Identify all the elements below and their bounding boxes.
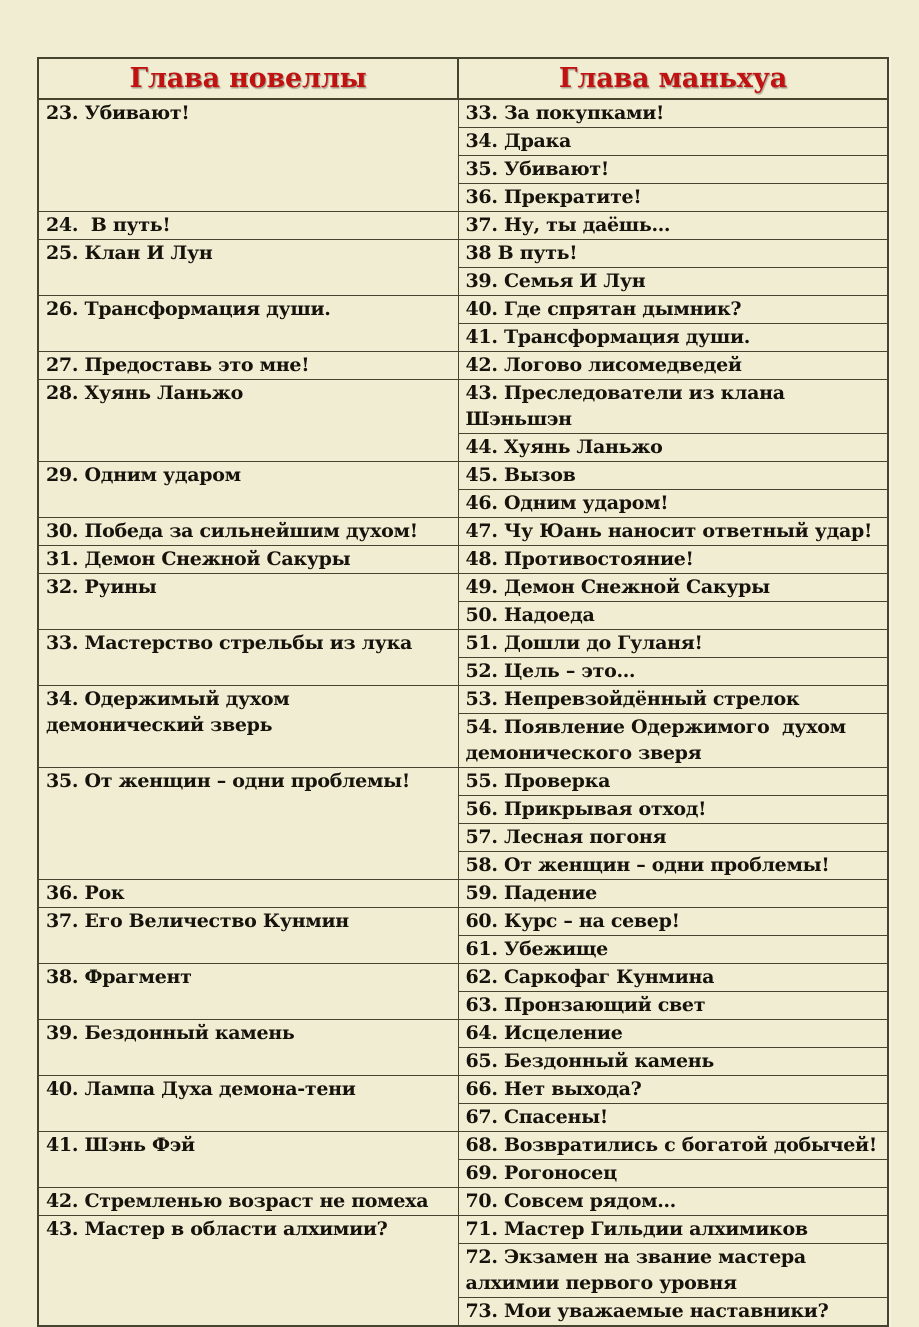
novel-chapter-cell: 29. Одним ударом bbox=[38, 462, 458, 518]
manhua-chapter-cell: 54. Появление Одержимого духом демонического зверя bbox=[458, 714, 888, 768]
novel-chapter-cell: 35. От женщин – одни проблемы! bbox=[38, 768, 458, 880]
manhua-chapter-cell: 62. Саркофаг Кунмина bbox=[458, 964, 888, 992]
manhua-chapter-cell: 73. Мои уважаемые наставники? bbox=[458, 1298, 888, 1327]
manhua-chapter-cell: 44. Хуянь Ланьжо bbox=[458, 434, 888, 462]
manhua-chapter-cell: 71. Мастер Гильдии алхимиков bbox=[458, 1216, 888, 1244]
manhua-chapter-cell: 72. Экзамен на звание мастера алхимии первого уровня bbox=[458, 1244, 888, 1298]
manhua-chapter-cell: 65. Бездонный камень bbox=[458, 1048, 888, 1076]
chapters-table bbox=[37, 57, 889, 1327]
manhua-chapter-cell: 52. Цель – это… bbox=[458, 658, 888, 686]
manhua-chapter-cell: 50. Надоеда bbox=[458, 602, 888, 630]
manhua-chapter-cell: 40. Где спрятан дымник? bbox=[458, 296, 888, 324]
table-row bbox=[38, 99, 888, 128]
table-row bbox=[38, 518, 888, 546]
manhua-chapter-cell: 51. Дошли до Гуланя! bbox=[458, 630, 888, 658]
manhua-chapter-cell: 48. Противостояние! bbox=[458, 546, 888, 574]
header-row bbox=[38, 58, 888, 99]
manhua-chapter-cell: 64. Исцеление bbox=[458, 1020, 888, 1048]
table-row bbox=[38, 1216, 888, 1244]
manhua-chapter-cell: 58. От женщин – одни проблемы! bbox=[458, 852, 888, 880]
table-row bbox=[38, 462, 888, 490]
novel-chapter-cell: 30. Победа за сильнейшим духом! bbox=[38, 518, 458, 546]
table-row bbox=[38, 1020, 888, 1048]
manhua-chapter-cell: 42. Логово лисомедведей bbox=[458, 352, 888, 380]
manhua-chapter-cell: 63. Пронзающий свет bbox=[458, 992, 888, 1020]
manhua-chapter-cell: 68. Возвратились с богатой добычей! bbox=[458, 1132, 888, 1160]
manhua-chapter-cell: 56. Прикрывая отход! bbox=[458, 796, 888, 824]
table-row bbox=[38, 964, 888, 992]
manhua-chapter-cell: 33. За покупками! bbox=[458, 99, 888, 128]
manhua-chapter-cell: 70. Совсем рядом… bbox=[458, 1188, 888, 1216]
table-row bbox=[38, 296, 888, 324]
novel-chapter-cell: 24. В путь! bbox=[38, 212, 458, 240]
novel-chapter-cell: 40. Лампа Духа демона-тени bbox=[38, 1076, 458, 1132]
novel-chapter-cell: 41. Шэнь Фэй bbox=[38, 1132, 458, 1188]
novel-chapter-cell: 34. Одержимый духом демонический зверь bbox=[38, 686, 458, 768]
novel-column-header: Глава новеллы bbox=[38, 58, 458, 99]
novel-chapter-cell: 33. Мастерство стрельбы из лука bbox=[38, 630, 458, 686]
table-row bbox=[38, 908, 888, 936]
novel-chapter-cell: 25. Клан И Лун bbox=[38, 240, 458, 296]
novel-chapter-cell: 32. Руины bbox=[38, 574, 458, 630]
manhua-chapter-cell: 59. Падение bbox=[458, 880, 888, 908]
manhua-chapter-cell: 36. Прекратите! bbox=[458, 184, 888, 212]
novel-chapter-cell: 31. Демон Снежной Сакуры bbox=[38, 546, 458, 574]
manhua-chapter-cell: 55. Проверка bbox=[458, 768, 888, 796]
manhua-chapter-cell: 39. Семья И Лун bbox=[458, 268, 888, 296]
manhua-chapter-cell: 69. Рогоносец bbox=[458, 1160, 888, 1188]
novel-chapter-cell: 38. Фрагмент bbox=[38, 964, 458, 1020]
manhua-chapter-cell: 67. Спасены! bbox=[458, 1104, 888, 1132]
table-row bbox=[38, 380, 888, 434]
manhua-chapter-cell: 66. Нет выхода? bbox=[458, 1076, 888, 1104]
manhua-chapter-cell: 38 В путь! bbox=[458, 240, 888, 268]
novel-chapter-cell: 36. Рок bbox=[38, 880, 458, 908]
table-row bbox=[38, 546, 888, 574]
table-row bbox=[38, 630, 888, 658]
manhua-chapter-cell: 35. Убивают! bbox=[458, 156, 888, 184]
manhua-chapter-cell: 37. Ну, ты даёшь… bbox=[458, 212, 888, 240]
manhua-chapter-cell: 41. Трансформация души. bbox=[458, 324, 888, 352]
novel-chapter-cell: 42. Стремленью возраст не помеха bbox=[38, 1188, 458, 1216]
chapters-table-body bbox=[38, 99, 888, 1326]
novel-chapter-cell: 26. Трансформация души. bbox=[38, 296, 458, 352]
manhua-column-header: Глава маньхуа bbox=[458, 58, 888, 99]
table-row bbox=[38, 880, 888, 908]
novel-chapter-cell: 37. Его Величество Кунмин bbox=[38, 908, 458, 964]
table-row bbox=[38, 1188, 888, 1216]
table-row bbox=[38, 574, 888, 602]
manhua-chapter-cell: 53. Непревзойдённый стрелок bbox=[458, 686, 888, 714]
novel-chapter-cell: 27. Предоставь это мне! bbox=[38, 352, 458, 380]
novel-chapter-cell: 28. Хуянь Ланьжо bbox=[38, 380, 458, 462]
manhua-chapter-cell: 57. Лесная погоня bbox=[458, 824, 888, 852]
table-row bbox=[38, 212, 888, 240]
table-row bbox=[38, 686, 888, 714]
table-row bbox=[38, 1132, 888, 1160]
novel-chapter-cell: 23. Убивают! bbox=[38, 99, 458, 212]
table-row bbox=[38, 768, 888, 796]
manhua-chapter-cell: 61. Убежище bbox=[458, 936, 888, 964]
table-row bbox=[38, 240, 888, 268]
manhua-chapter-cell: 45. Вызов bbox=[458, 462, 888, 490]
table-row bbox=[38, 352, 888, 380]
manhua-chapter-cell: 49. Демон Снежной Сакуры bbox=[458, 574, 888, 602]
manhua-chapter-cell: 60. Курс – на север! bbox=[458, 908, 888, 936]
table-row bbox=[38, 1076, 888, 1104]
novel-chapter-cell: 43. Мастер в области алхимии? bbox=[38, 1216, 458, 1327]
manhua-chapter-cell: 34. Драка bbox=[458, 128, 888, 156]
novel-chapter-cell: 39. Бездонный камень bbox=[38, 1020, 458, 1076]
manhua-chapter-cell: 46. Одним ударом! bbox=[458, 490, 888, 518]
manhua-chapter-cell: 47. Чу Юань наносит ответный удар! bbox=[458, 518, 888, 546]
manhua-chapter-cell: 43. Преследователи из клана Шэньшэн bbox=[458, 380, 888, 434]
